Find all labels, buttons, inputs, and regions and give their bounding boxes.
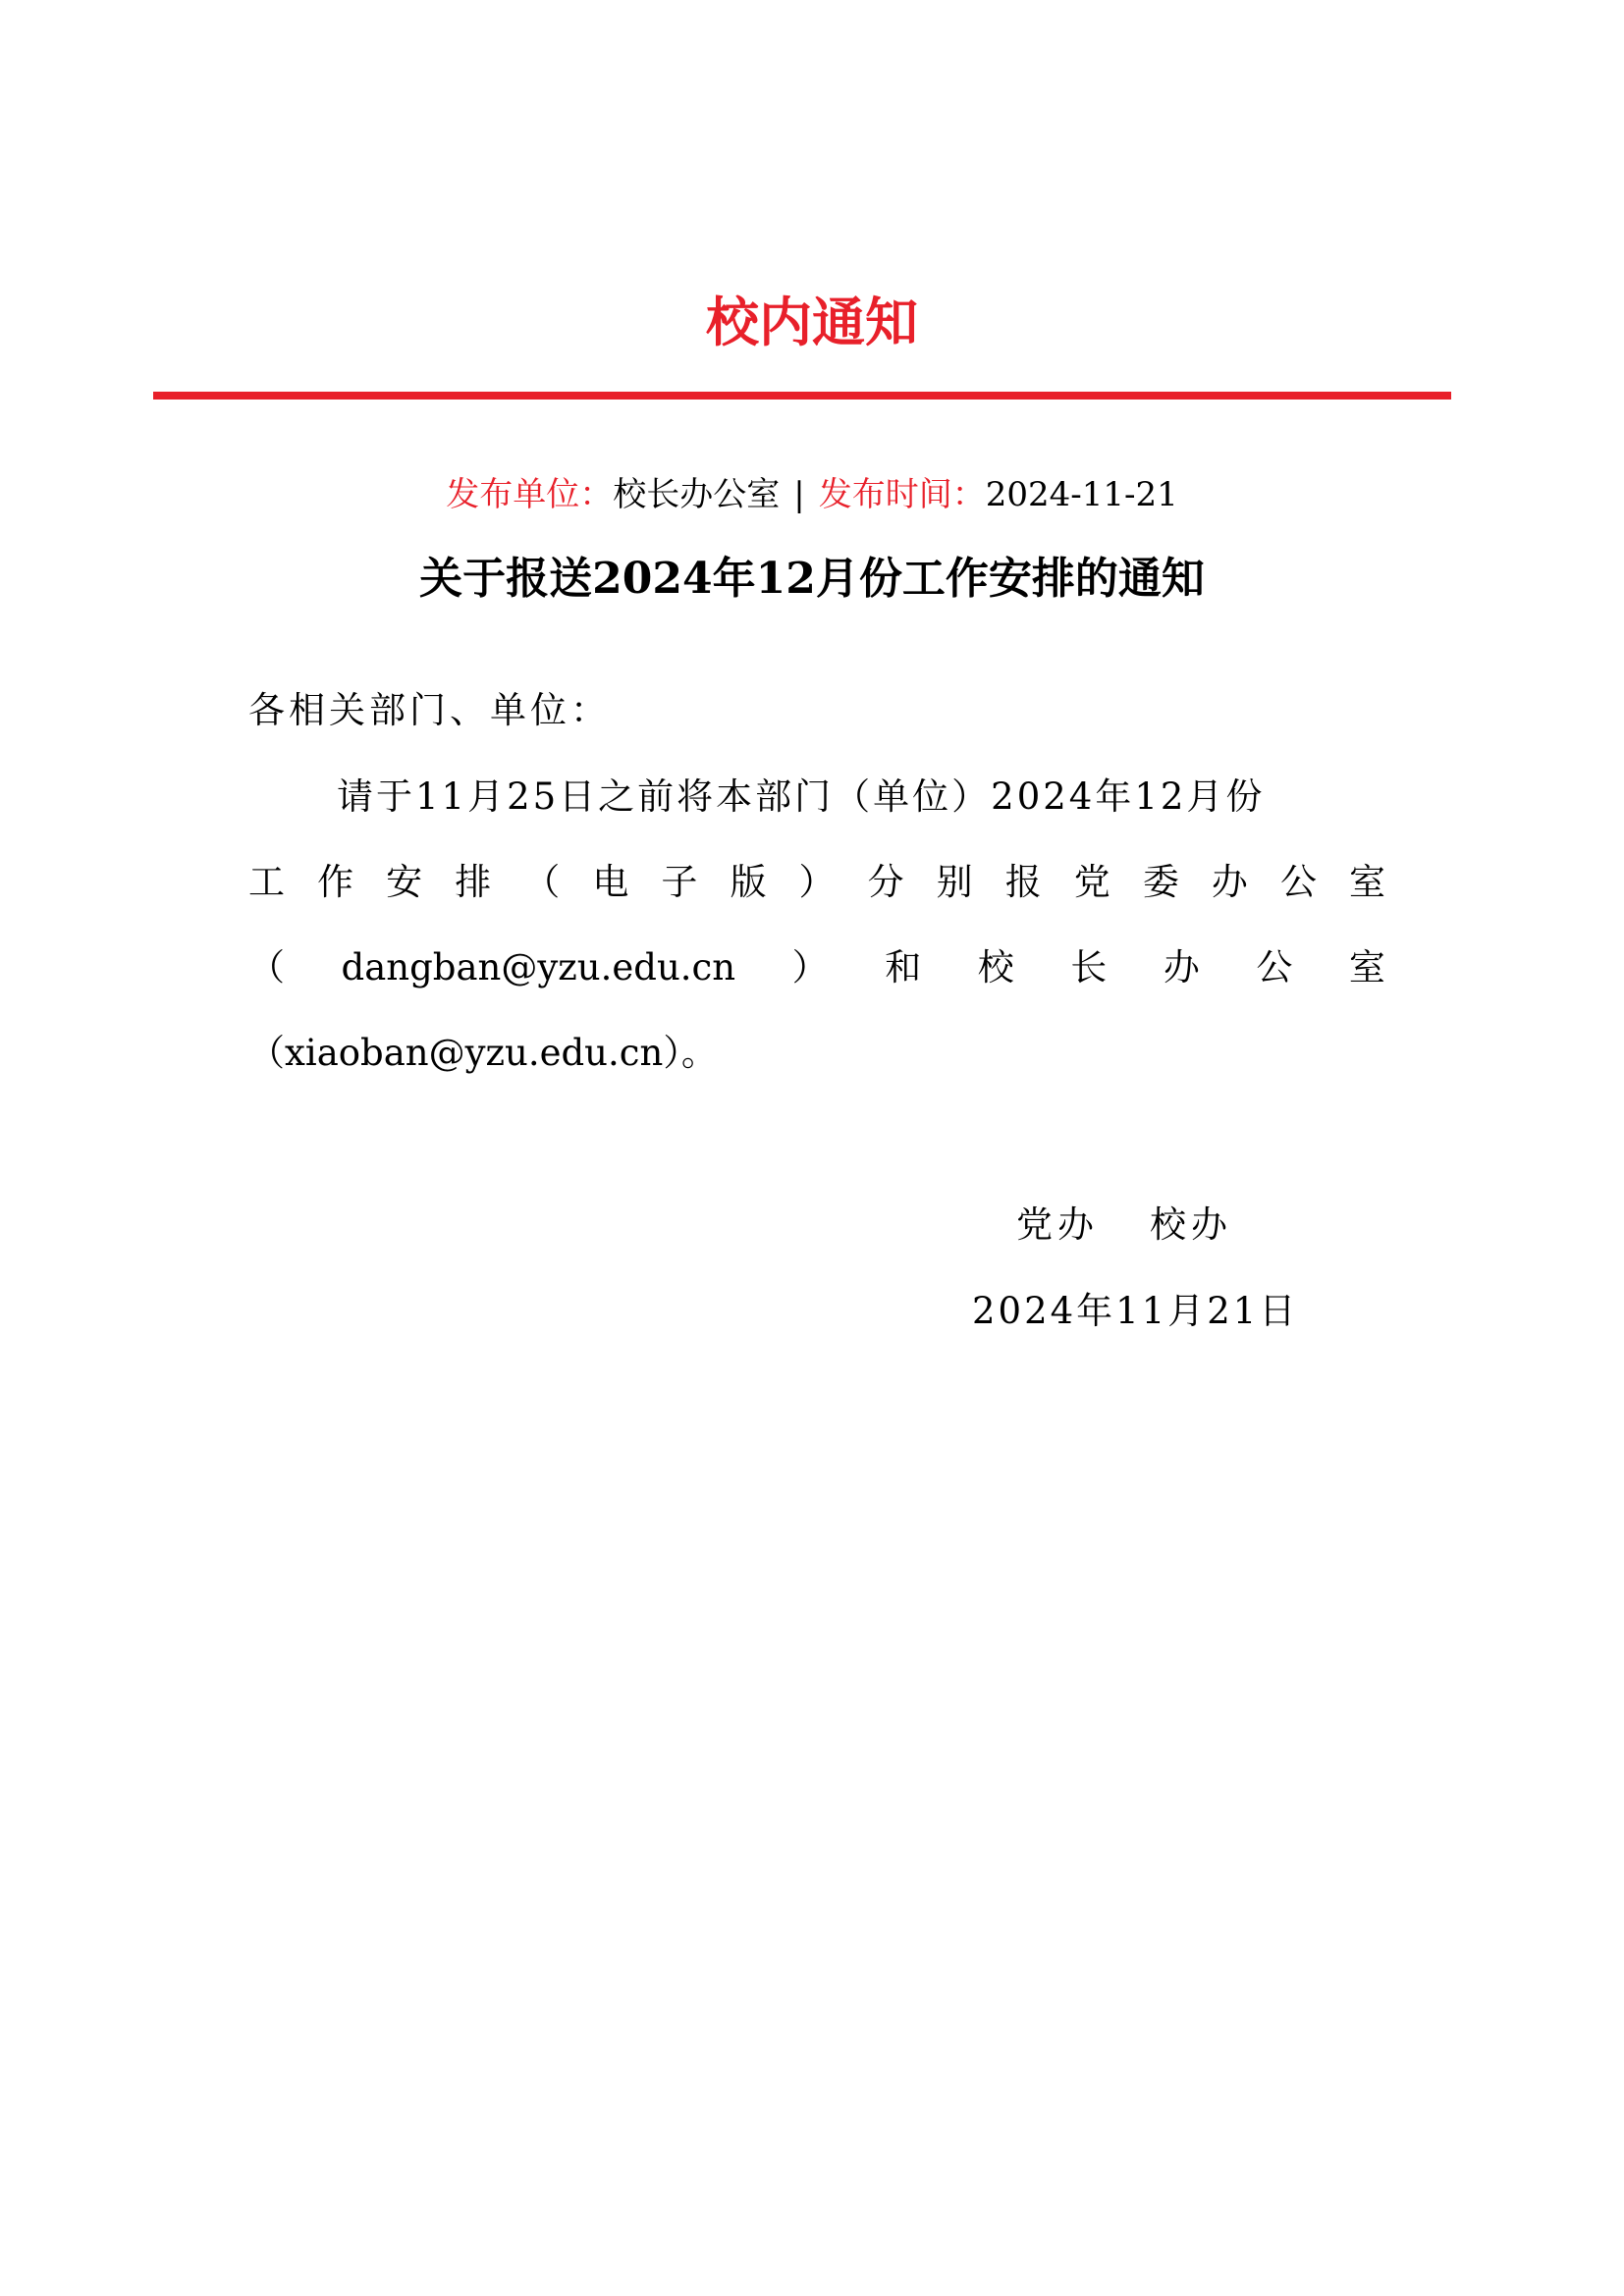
body-token: 公 (1279, 861, 1317, 903)
body-token: （ (248, 946, 285, 988)
body-token: ） (798, 861, 836, 903)
body-token: 别 (936, 861, 973, 903)
publisher-label: 发布单位： (446, 475, 614, 514)
body-token: 版 (730, 861, 767, 903)
signature (1016, 1200, 1232, 1251)
body-token: 子 (661, 861, 698, 903)
body-token: 委 (1142, 861, 1179, 903)
document-title: 关于报送2024年12月份工作安排的通知 (419, 554, 1205, 604)
body-token: 工 (248, 861, 285, 903)
body-line-3 (248, 942, 1385, 993)
body-token: 室 (1348, 946, 1385, 988)
body-token: 室 (1349, 861, 1385, 903)
signature-party-office: 党办 (1016, 1203, 1099, 1246)
publish-meta (0, 471, 1624, 518)
body-token: ） (791, 946, 829, 988)
body-token: 报 (1004, 861, 1042, 903)
body-token: 校 (977, 946, 1014, 988)
meta-separator: | (793, 475, 805, 514)
body-line-4: （xiaoban@yzu.edu.cn）。 (248, 1032, 718, 1074)
body-token: dangban@yzu.edu.cn (341, 946, 736, 988)
body-token: 安 (386, 861, 423, 903)
body-token: 排 (455, 861, 492, 903)
body-token: 分 (867, 861, 904, 903)
salutation: 各相关部门、单位： (248, 689, 611, 731)
signature-president-office: 校办 (1150, 1203, 1232, 1246)
body-token: 和 (885, 946, 922, 988)
signature-date: 2024年11月21日 (972, 1290, 1299, 1332)
body-token: 办 (1163, 946, 1200, 988)
body-token: （ (523, 861, 561, 903)
body-line-1: 请于11月25日之前将本部门（单位）2024年12月份 (337, 775, 1266, 818)
publish-date-value: 2024-11-21 (985, 475, 1178, 514)
publish-date-label: 发布时间： (818, 475, 986, 514)
body-token: 党 (1073, 861, 1110, 903)
body-token: 电 (592, 861, 629, 903)
body-line-2 (248, 857, 1385, 908)
body-token: 办 (1211, 861, 1248, 903)
publisher-value: 校长办公室 (613, 475, 781, 514)
body-token: 公 (1256, 946, 1293, 988)
header-divider (153, 392, 1451, 400)
body-token: 作 (317, 861, 354, 903)
notice-header-title: 校内通知 (706, 292, 918, 353)
body-token: 长 (1070, 946, 1108, 988)
